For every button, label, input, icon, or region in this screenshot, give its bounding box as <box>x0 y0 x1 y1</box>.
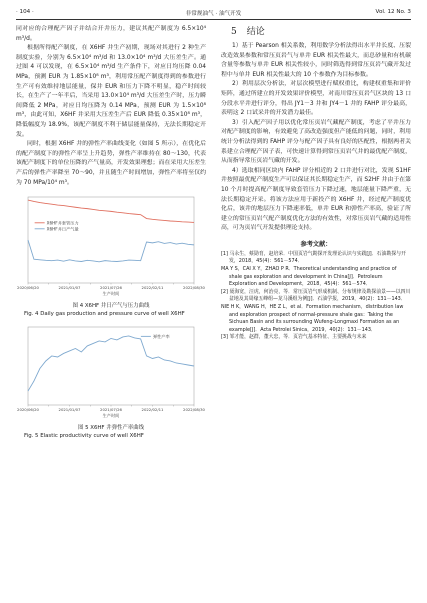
conclusion-3: 3）引入配产因子用以优化常压页岩气藏配产制度，考虑了平井压力对配产制度的影响，有效避免了高改造强度但产能低的问题，同时，利用统计分析法得到的 FAHP 评分与配产因子具有良好的匹配性，根据两者关系建立合理配产因子表，可快速计算得到常压页岩气井的最优配产制度，从而指导常压页岩气藏的开发。 <box>221 119 411 165</box>
x-tick-label: 2022/02/11 <box>141 285 164 291</box>
reference-item: MA Y S，CAI X Y，ZHAO P R．Theoretical understanding and practice of shale gas exploration and development in China[J]．Petroleum Exploration and Development，2018，45(4)：561－574． <box>221 266 397 288</box>
section-title: 结论 <box>246 27 265 37</box>
reference-item: NIE H K，WANG H，HE Z L，et al．Formation mechanism，distribution law and exploration prospect of normal-pressure shale gas：Taking the Sichuan Basin and its surrounding Wufeng-Longmaxi Formation as an example[J]．Acta Petrolei Sinica，2019，40(2)：131－143． <box>221 304 404 333</box>
page-number: · 104 · <box>16 9 34 15</box>
fig5-caption-en: Fig. 5 Elastic productivity curve of well X6HF <box>24 433 144 440</box>
right-column <box>221 25 411 342</box>
x-tick-label: 2021/01/07 <box>58 407 81 413</box>
x-axis-title: 生产时间 <box>102 291 120 297</box>
figure-5 <box>16 321 206 440</box>
reference-item: [1] 马永生，蔡勋育，赵培荣．中国页岩气勘探开发理论认识与实践[J]．石油勘探与开发，2018，45(4)：561－574． <box>221 250 406 265</box>
x-tick-label: 2020/06/20 <box>17 285 39 291</box>
legend-label: X6HF井日产气量 <box>46 226 79 232</box>
x-axis-title: 生产时间 <box>102 413 120 419</box>
x-tick-label: 2022/08/30 <box>183 407 205 413</box>
section-number: 5 <box>231 27 237 37</box>
fig5-chart <box>16 321 206 419</box>
header-rule <box>16 19 411 20</box>
paragraph-allocation: 同对应的合理配产因子并结合开井压力，建议其配产制度为 6.5×10⁴ m³/d。 <box>16 26 206 42</box>
figure-4 <box>16 191 206 318</box>
x-tick-label: 2021/07/26 <box>100 285 122 291</box>
x-tick-label: 2022/08/30 <box>183 285 205 291</box>
journal-section: 非常规油气 · 油气开发 <box>185 11 242 17</box>
conclusion-2: 2）利用层次分析法，对层次模型进行赋权重比，构建权重集和评价矩阵，通过所建立的开发效果评价模型，对南川常压页岩气区块的 13 口分段水平井进行评分，得出 JY1－3 井和 JY4－1 井的 FAHP 评分最高，表明这 2 口试采井的开发潜力最佳。 <box>221 81 411 117</box>
x-tick-label: 2020/06/20 <box>17 407 39 413</box>
series-line-0 <box>28 336 194 391</box>
references-title: 参考文献： <box>300 240 332 248</box>
fig4-chart <box>16 191 206 297</box>
paragraph-field-test: 根据所得配产制度，在 X6HF 井生产初期，现场对其进行 2 种生产制度实验，分别为 6.5×10⁴ m³/d 和 13.0×10⁴ m³/d 大压差生产。通过图 4 可以发现，在 6.5×10⁴ m³/d 生产条件下，对应日均压降 0.04 MPa，预测 EUR 为 1.85×10⁸ m³，利用常压配产制度得到的参数进行生产可有效维持地层能量，保井 EUR 和压力下降不明显，稳产时间较长，在生产了一年半后，当采用 13.0×10⁴ m³/d 大压差生产时，压力瞬间降低 2 MPa，对应日均压降为 0.14 MPa，预测 EUR 为 1.5×10⁸ m³，由此可知，X6HF 井采用大压差生产后 EUR 降低 0.35×10⁸ m³，降低幅度为 18.9%，该配产制度不利于储层能量保持，无法长期稳定开发。 <box>16 45 206 138</box>
legend-label: 弹性产率 <box>152 333 170 339</box>
series-line-0 <box>28 200 194 222</box>
conclusion-4: 4）选取相同区块内 FAHP 评分相近的 2 口井进行对比，发现 S1HF 井按照最优配产制度生产可以保证其长期稳定生产，而 S2HF 井由于在第 10 个月时提高配产制度导致套管压力下降过速，地层能量下降严重，无法长期稳定开采。将该方法应用于新投产的 X6HF 井，经过配产制度优化后，该井的地层压力下降速率低，单井 EUR 和弹性产率高，验证了所建立的常压页岩气配产制度优化方法的有效性，对常压页岩气藏的适用性高，可为页岩气开发提供理论支持。 <box>221 167 411 232</box>
x-tick-label: 2021/07/26 <box>100 407 122 413</box>
x-tick-label: 2022/02/11 <box>141 407 164 413</box>
x-tick-label: 2021/01/07 <box>58 285 81 291</box>
conclusion-1: 1）基于 Pearson 相关系数，利用数学分析法得出水平井长度、压裂改造效果参数和常压页岩气与单井 EUR 相关性最大，而总砂量和有机碳含量等参数与单井 EUR 相关性较小，同时筛选得到常压页岩气藏开发过程中与单井 EUR 相关性最大的 10 个参数作为目标参数。 <box>221 43 411 78</box>
paragraph-elastic-rate: 同时，根据 X6HF 井的弹性产率曲线变化（如图 5 所示），在优化后的配产制度下的弹性产率呈上升趋势，弹性产率维持在 80～130，代表该配产制度下的单位压降的产气量高，开发效果理想；而在采用大压差生产后的弹性产率降至 70～90，并且随生产时间增加，弹性产率将至仅约为 70 MPa/10⁴ m³。 <box>16 141 206 186</box>
fig5-caption-cn: 图 5 X6HF 井弹性产率曲线 <box>78 425 144 432</box>
reference-item: [2] 聂海宽，汪虎，何治亮，等．常压页岩气形成机制、分布规律及勘探前景——以四川盆地及其周缘五峰组—龙马溪组为例[J]．石油学报，2019，40(2)：131－143． <box>221 288 411 303</box>
reference-item: [3] 邹才能，赵群，董大忠，等．页岩气基本特征、主要挑战与未来 <box>221 334 367 341</box>
plot-frame <box>28 197 194 283</box>
fig4-caption-cn: 图 4 X6HF 井日产气与压力曲线 <box>72 303 150 310</box>
section-heading <box>221 25 411 39</box>
page-header <box>16 6 411 20</box>
left-column <box>16 25 206 440</box>
fig4-caption-en: Fig. 4 Daily gas production and pressure curve of well X6HF <box>24 311 185 318</box>
legend-label: X6HF井套管压力 <box>46 220 79 226</box>
volume-issue: Vol. 12 No. 3 <box>375 9 411 15</box>
series-line-1 <box>28 240 194 262</box>
